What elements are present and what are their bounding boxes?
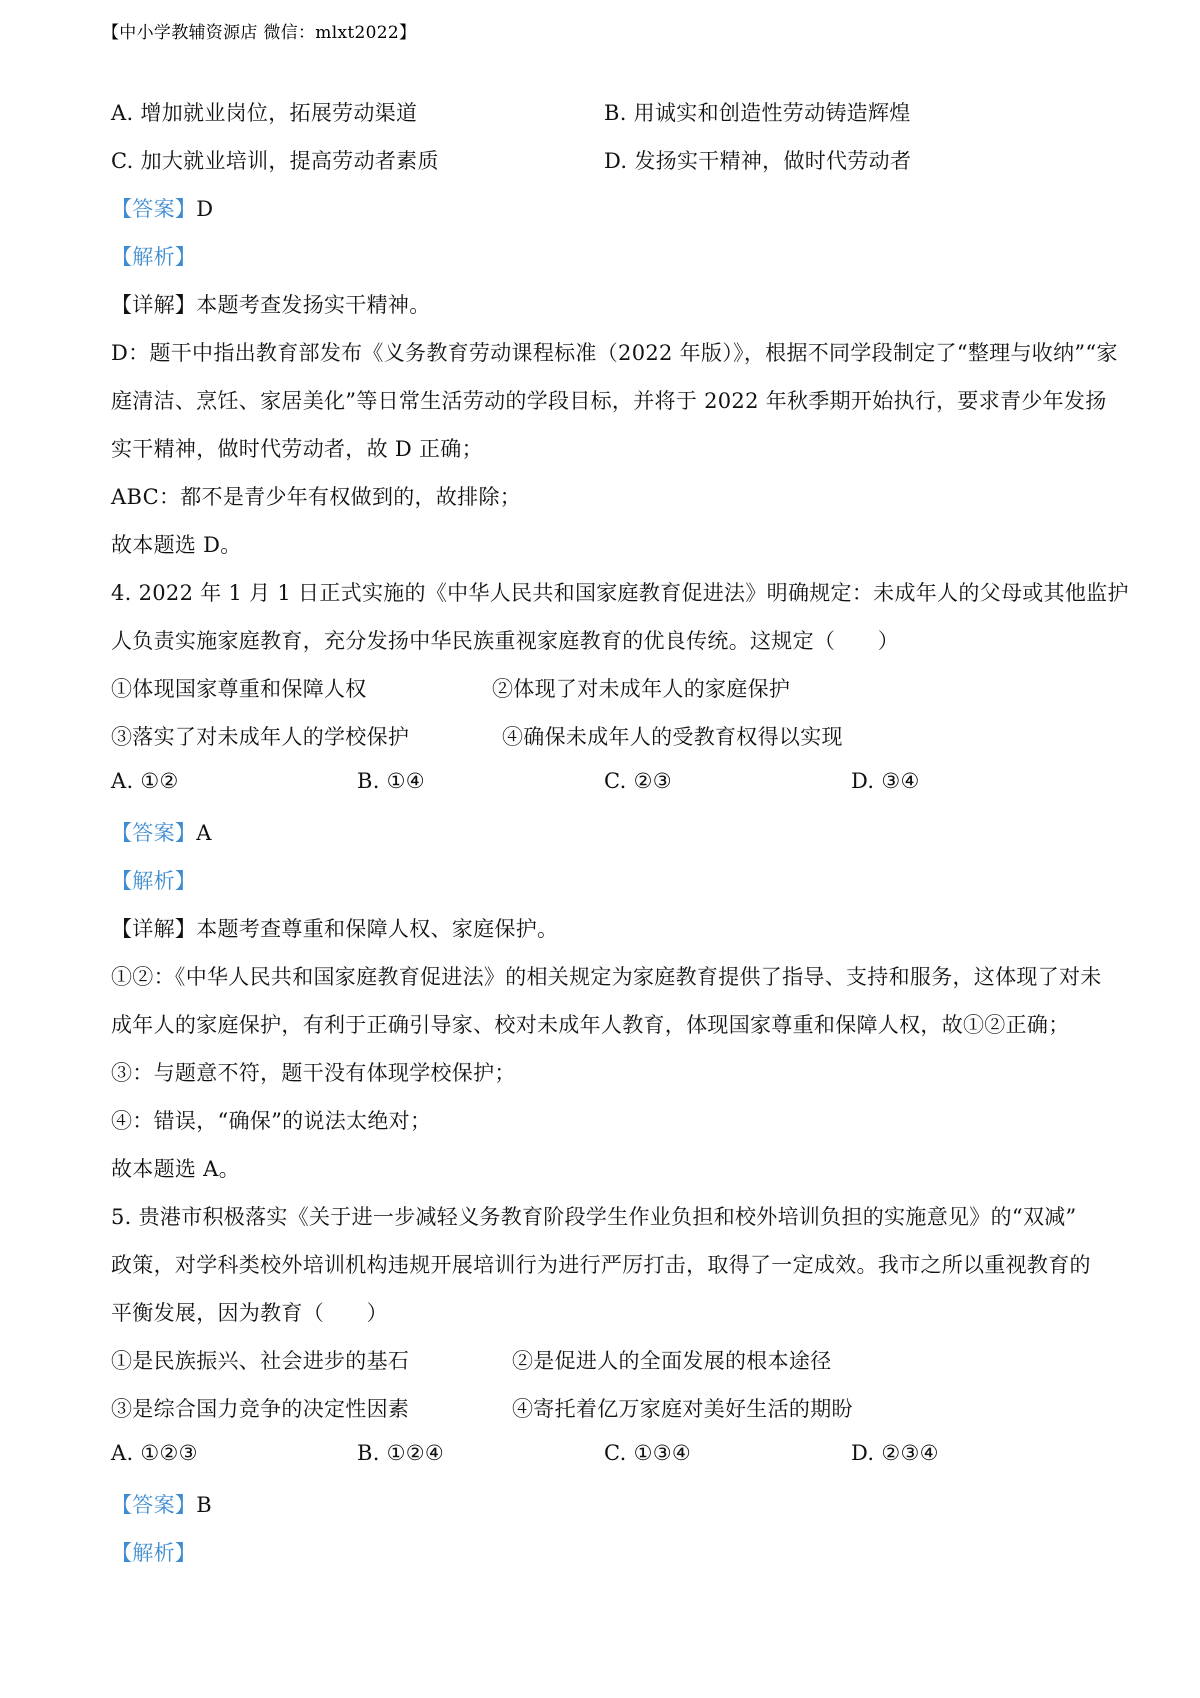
q4-statement-3: ③落实了对未成年人的学校保护: [111, 725, 410, 749]
q3-detail-line: D：题干中指出教育部发布《义务教育劳动课程标准（2022 年版）》，根据不同学段制定了“整理与收纳”“家: [111, 341, 1118, 365]
page-header: 【中小学教辅资源店 微信：mlxt2022】: [102, 23, 417, 43]
q3-option-a: A. 增加就业岗位，拓展劳动渠道: [111, 101, 418, 125]
q4-analysis-tag: 【解析】: [111, 869, 197, 893]
q5-choice-d: D. ②③④: [851, 1441, 939, 1465]
q5-stem-line: 平衡发展，因为教育（ ）: [111, 1301, 388, 1325]
q3-option-b: B. 用诚实和创造性劳动铸造辉煌: [604, 101, 911, 125]
q4-statement-2: ②体现了对未成年人的家庭保护: [492, 677, 791, 701]
q5-choice-a: A. ①②③: [111, 1441, 198, 1465]
q5-stem-line: 5. 贵港市积极落实《关于进一步减轻义务教育阶段学生作业负担和校外培训负担的实施意见》的“双减”: [111, 1205, 1077, 1229]
answer-tag: 【答案】: [111, 1493, 197, 1517]
q4-statement-4: ④确保未成年人的受教育权得以实现: [502, 725, 843, 749]
q3-analysis-tag: 【解析】: [111, 245, 197, 269]
answer-tag: 【答案】: [111, 821, 197, 845]
q5-stem-line: 政策，对学科类校外培训机构违规开展培训行为进行严厉打击，取得了一定成效。我市之所以重视教育的: [111, 1253, 1091, 1277]
q5-analysis-tag: 【解析】: [111, 1541, 197, 1565]
q5-statement-1: ①是民族振兴、社会进步的基石: [111, 1349, 410, 1373]
q4-stem-line: 4. 2022 年 1 月 1 日正式实施的《中华人民共和国家庭教育促进法》明确规定：未成年人的父母或其他监护: [111, 581, 1129, 605]
q4-detail-line: 故本题选 A。: [111, 1157, 240, 1181]
q4-detail-line: 【详解】本题考查尊重和保障人权、家庭保护。: [111, 917, 559, 941]
q4-detail-line: ③：与题意不符，题干没有体现学校保护；: [111, 1061, 516, 1085]
q3-detail-line: 庭清洁、烹饪、家居美化”等日常生活劳动的学段目标，并将于 2022 年秋季期开始执行，要求青少年发扬: [111, 389, 1107, 413]
answer-tag: 【答案】: [111, 197, 197, 221]
q4-choice-a: A. ①②: [111, 769, 179, 793]
q5-statement-4: ④寄托着亿万家庭对美好生活的期盼: [512, 1397, 853, 1421]
q4-detail-line: 成年人的家庭保护，有利于正确引导家、校对未成年人教育，体现国家尊重和保障人权，故①②正确；: [111, 1013, 1070, 1037]
q3-detail-line: ABC：都不是青少年有权做到的，故排除；: [111, 485, 522, 509]
q4-detail-line: ①②：《中华人民共和国家庭教育促进法》的相关规定为家庭教育提供了指导、支持和服务，这体现了对未: [111, 965, 1102, 989]
q4-choice-b: B. ①④: [357, 769, 425, 793]
q4-answer: [111, 817, 212, 847]
answer-value: A: [196, 821, 212, 845]
q3-detail-line: 【详解】本题考查发扬实干精神。: [111, 293, 431, 317]
q5-statement-2: ②是促进人的全面发展的根本途径: [512, 1349, 832, 1373]
q4-detail-line: ④：错误，“确保”的说法太绝对；: [111, 1109, 432, 1133]
q5-answer: [111, 1489, 212, 1519]
answer-value: B: [196, 1493, 212, 1517]
q5-choice-c: C. ①③④: [604, 1441, 691, 1465]
q5-choice-b: B. ①②④: [357, 1441, 445, 1465]
q4-statement-1: ①体现国家尊重和保障人权: [111, 677, 367, 701]
q4-stem-line: 人负责实施家庭教育，充分发扬中华民族重视家庭教育的优良传统。这规定（ ）: [111, 629, 900, 653]
q4-choice-d: D. ③④: [851, 769, 920, 793]
q3-option-d: D. 发扬实干精神，做时代劳动者: [604, 149, 912, 173]
q3-answer: [111, 193, 213, 223]
q4-choice-c: C. ②③: [604, 769, 672, 793]
q5-statement-3: ③是综合国力竞争的决定性因素: [111, 1397, 410, 1421]
q3-detail-line: 故本题选 D。: [111, 533, 242, 557]
q3-detail-line: 实干精神，做时代劳动者，故 D 正确；: [111, 437, 483, 461]
answer-value: D: [196, 197, 214, 221]
q3-option-c: C. 加大就业培训，提高劳动者素质: [111, 149, 439, 173]
